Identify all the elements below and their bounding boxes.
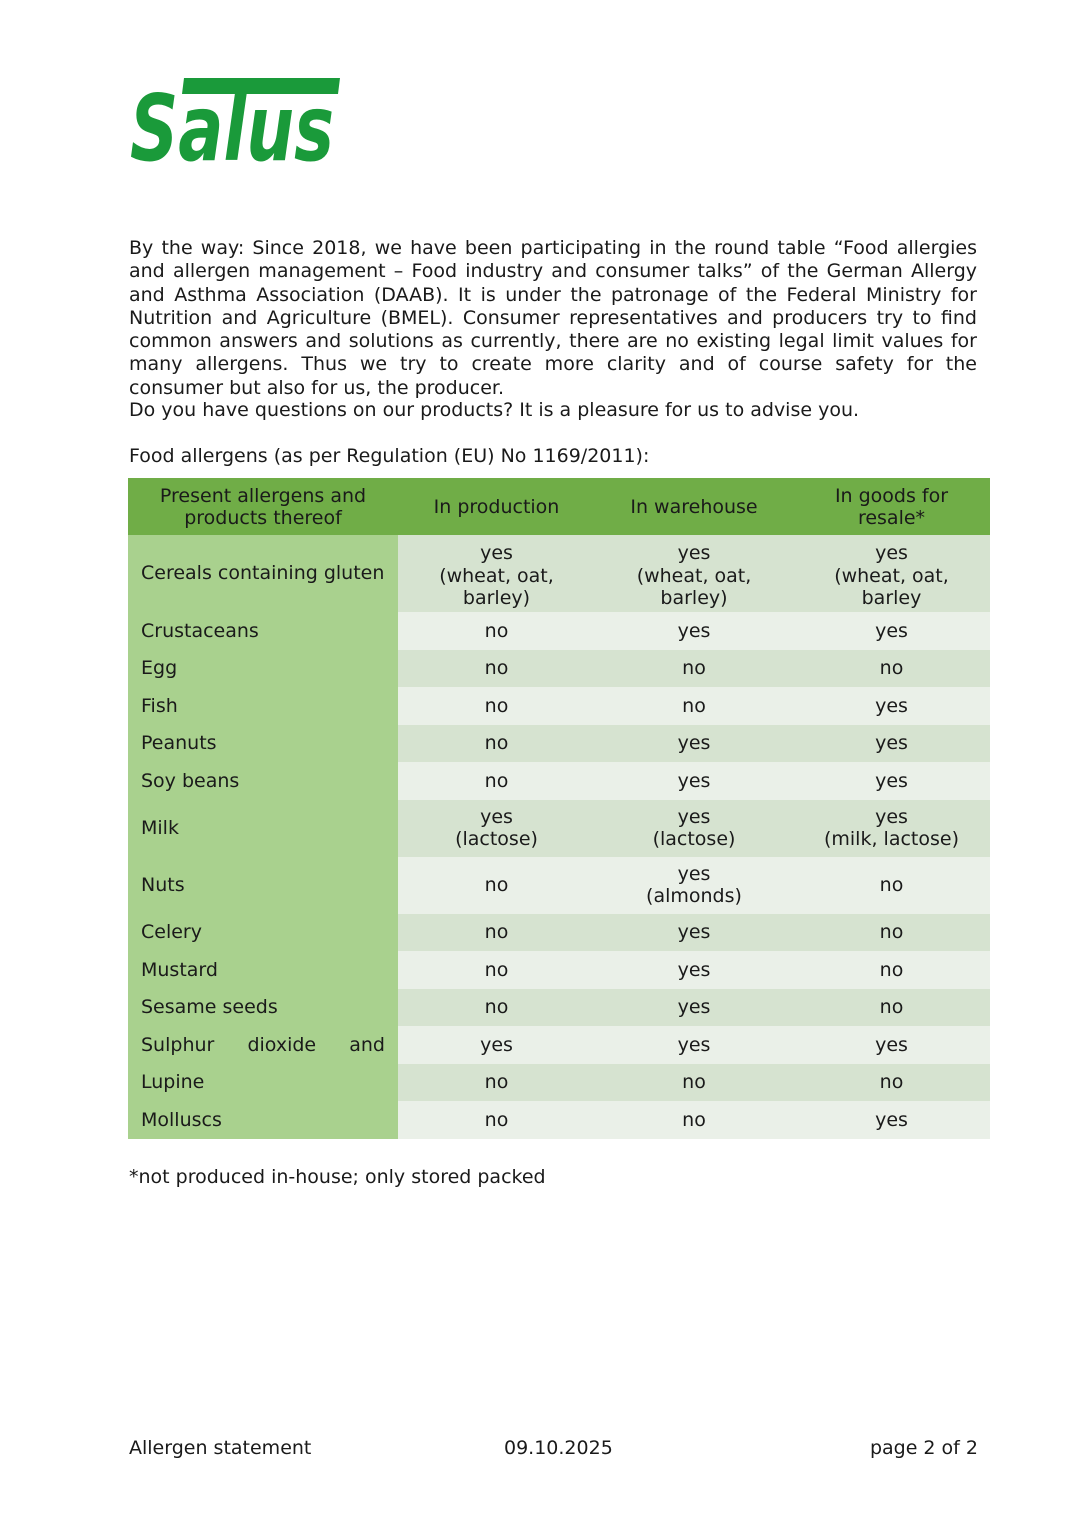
cell-production: no bbox=[398, 1101, 595, 1139]
intro-paragraph: By the way: Since 2018, we have been participating in the round table “Food allergies and allergen management – Food industry and consumer talks” of the German Allergy and Asthma Association (DAAB). It is under the patronage of the Federal Ministry for Nutrition and Agriculture (BMEL). Consumer representatives and producers try to find common answers and solutions as currently, there are no existing legal limit values for many allergens. Thus we try to create more clarity and of course safety for the consumer but also for us, the producer. bbox=[129, 237, 977, 399]
cell-resale: yes bbox=[793, 687, 990, 725]
contact-sentence: Do you have questions on our products? It is a pleasure for us to advise you. bbox=[129, 399, 860, 421]
cell-resale: yes bbox=[793, 612, 990, 650]
cell-resale: no bbox=[793, 989, 990, 1027]
cell-production: yes bbox=[398, 1026, 595, 1064]
allergen-name: Cereals containing gluten bbox=[128, 535, 398, 612]
cell-resale: no bbox=[793, 1064, 990, 1102]
table-row bbox=[128, 914, 990, 952]
allergen-name: Molluscs bbox=[128, 1101, 398, 1139]
table-row bbox=[128, 1026, 990, 1064]
salus-logo bbox=[126, 74, 340, 182]
cell-warehouse: no bbox=[595, 1064, 793, 1102]
cell-production: no bbox=[398, 1064, 595, 1102]
cell-resale: yes (wheat, oat, barley bbox=[793, 535, 990, 612]
table-row bbox=[128, 857, 990, 914]
cell-resale: no bbox=[793, 650, 990, 688]
cell-production: no bbox=[398, 725, 595, 763]
cell-production: yes (wheat, oat, barley) bbox=[398, 535, 595, 612]
allergen-name: Celery bbox=[128, 914, 398, 952]
allergen-table bbox=[128, 478, 990, 1139]
cell-production: no bbox=[398, 762, 595, 800]
cell-resale: no bbox=[793, 914, 990, 952]
cell-resale: no bbox=[793, 951, 990, 989]
cell-resale: yes bbox=[793, 1026, 990, 1064]
allergen-name: Crustaceans bbox=[128, 612, 398, 650]
cell-warehouse: no bbox=[595, 650, 793, 688]
table-row bbox=[128, 989, 990, 1027]
cell-production: no bbox=[398, 687, 595, 725]
allergen-name: Nuts bbox=[128, 857, 398, 914]
cell-production: no bbox=[398, 650, 595, 688]
cell-warehouse: no bbox=[595, 687, 793, 725]
table-row bbox=[128, 535, 990, 612]
cell-warehouse: yes bbox=[595, 951, 793, 989]
allergen-name: Sulphur dioxide and bbox=[128, 1026, 398, 1064]
allergen-name: Milk bbox=[128, 800, 398, 857]
allergen-name: Soy beans bbox=[128, 762, 398, 800]
header-warehouse: In warehouse bbox=[595, 478, 793, 535]
header-allergens: Present allergens and products thereof bbox=[128, 478, 398, 535]
table-row bbox=[128, 762, 990, 800]
allergen-name: Fish bbox=[128, 687, 398, 725]
table-row bbox=[128, 612, 990, 650]
cell-warehouse: no bbox=[595, 1101, 793, 1139]
allergen-name: Lupine bbox=[128, 1064, 398, 1102]
cell-resale: yes bbox=[793, 1101, 990, 1139]
cell-production: no bbox=[398, 914, 595, 952]
cell-warehouse: yes bbox=[595, 989, 793, 1027]
allergen-name: Peanuts bbox=[128, 725, 398, 763]
footer-page-number: page 2 of 2 bbox=[869, 1437, 978, 1459]
cell-production: no bbox=[398, 989, 595, 1027]
allergen-name: Sesame seeds bbox=[128, 989, 398, 1027]
allergen-name: Mustard bbox=[128, 951, 398, 989]
cell-resale: yes (milk, lactose) bbox=[793, 800, 990, 857]
footer-date: 09.10.2025 bbox=[504, 1437, 613, 1459]
cell-warehouse: yes bbox=[595, 612, 793, 650]
table-row bbox=[128, 650, 990, 688]
cell-production: no bbox=[398, 951, 595, 989]
cell-production: no bbox=[398, 612, 595, 650]
table-row bbox=[128, 687, 990, 725]
table-row bbox=[128, 951, 990, 989]
table-caption: Food allergens (as per Regulation (EU) No 1169/2011): bbox=[129, 445, 650, 467]
cell-resale: yes bbox=[793, 762, 990, 800]
allergen-name: Egg bbox=[128, 650, 398, 688]
svg-text:Salus: Salus bbox=[130, 75, 334, 182]
cell-warehouse: yes (almonds) bbox=[595, 857, 793, 914]
table-row bbox=[128, 1064, 990, 1102]
cell-warehouse: yes (lactose) bbox=[595, 800, 793, 857]
cell-production: no bbox=[398, 857, 595, 914]
cell-warehouse: yes bbox=[595, 914, 793, 952]
footer-document-title: Allergen statement bbox=[129, 1437, 312, 1459]
header-resale: In goods for resale* bbox=[793, 478, 990, 535]
footnote: *not produced in-house; only stored packed bbox=[129, 1166, 546, 1188]
table-header-row bbox=[128, 478, 990, 535]
cell-warehouse: yes bbox=[595, 725, 793, 763]
cell-warehouse: yes bbox=[595, 1026, 793, 1064]
cell-production: yes (lactose) bbox=[398, 800, 595, 857]
cell-warehouse: yes (wheat, oat, barley) bbox=[595, 535, 793, 612]
table-row bbox=[128, 800, 990, 857]
table-row bbox=[128, 725, 990, 763]
table-row bbox=[128, 1101, 990, 1139]
cell-resale: yes bbox=[793, 725, 990, 763]
cell-resale: no bbox=[793, 857, 990, 914]
header-production: In production bbox=[398, 478, 595, 535]
cell-warehouse: yes bbox=[595, 762, 793, 800]
